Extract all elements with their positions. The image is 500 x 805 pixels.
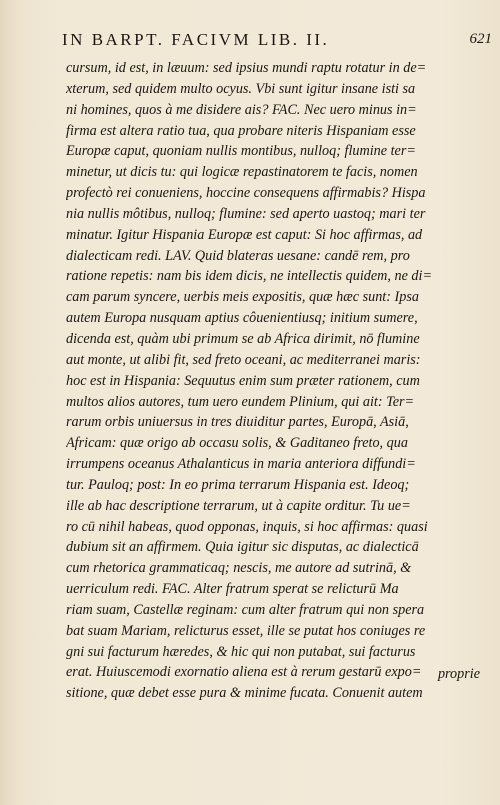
text-line: autem Europa nusquam aptius côuenientiusq; initium sumere, — [66, 310, 418, 327]
text-line: rarum orbis uniuersus in tres diuiditur partes, Europā, Asiā, — [66, 414, 409, 431]
folio-number: 621 — [469, 31, 492, 47]
text-line: cam parum syncere, uerbis meis expositis, quæ hæc sunt: Ipsa — [66, 289, 419, 306]
text-line: ni homines, quos à me disidere ais? FAC. Nec uero minus in= — [66, 101, 417, 118]
text-line: irrumpens oceanus Athalanticus in maria anteriora diffundi= — [66, 456, 416, 473]
text-line: dicenda est, quàm ubi primum se ab Africa dirimit, nō flumine — [66, 330, 420, 347]
text-line: dubium sit an affirmem. Quia igitur sic disputas, ac dialecticā — [66, 539, 419, 556]
text-line: tur. Pauloq; post: In eo prima terrarum Hispania est. Ideoq; — [66, 476, 410, 493]
text-line: erat. Huiuscemodi exornatio aliena est à rerum gestarū expo= — [66, 664, 422, 681]
text-line: uerriculum redi. FAC. Alter fratrum sperat se relicturū Ma — [66, 581, 399, 598]
body-text — [66, 58, 488, 704]
text-line: profectò rei conueniens, hoccine consequens affirmabis? Hispa — [66, 185, 426, 202]
running-head: IN BARPT. FACIVM LIB. II. — [62, 30, 330, 49]
text-line: bat suam Mariam, relicturus esset, ille se putat hos coniuges re — [66, 622, 426, 639]
page-header — [62, 30, 494, 54]
text-line: riam suam, Castellæ reginam: cum alter fratrum qui non spera — [66, 601, 425, 618]
text-line: Europæ caput, quoniam nullis montibus, nulloq; flumine ter= — [66, 143, 416, 160]
text-line: xterum, sed quidem multo ocyus. Vbi sunt igitur insane isti sa — [66, 80, 416, 97]
text-line: sitione, quæ debet esse pura & minime fucata. Conuenit autem — [66, 685, 423, 702]
text-line: ratione repetis: nam bis idem dicis, ne intellectis quidem, ne di= — [66, 268, 433, 285]
text-line: multos alios autores, tum uero eundem Plinium, qui ait: Ter= — [66, 393, 415, 410]
text-line: aut monte, ut alibi fit, sed freto oceani, ac mediterranei maris: — [66, 351, 421, 368]
text-line: minatur. Igitur Hispania Europæ est caput: Si hoc affirmas, ad — [66, 226, 423, 243]
catchword: proprie — [437, 666, 480, 682]
text-line: hoc est in Hispania: Sequutus enim sum præter rationem, cum — [66, 372, 420, 389]
text-line: cum rhetorica grammaticaq; nescis, me autore ad sutrinā, & — [66, 560, 412, 577]
text-line: gni sui facturum hæredes, & hic qui non putabat, sui facturus — [66, 643, 416, 660]
text-line: dialecticam redi. LAV. Quid blateras uesane: candē rem, pro — [66, 247, 410, 264]
text-line: cursum, id est, in læuum: sed ipsius mundi raptu rotatur in de= — [66, 60, 427, 76]
text-line: ro cū nihil habeas, quod opponas, inquis, si hoc affirmas: quasi — [66, 518, 428, 535]
text-line: ille ab hac descriptione terrarum, ut à capite orditur. Tu ue= — [66, 497, 411, 514]
text-line: nia nullis môtibus, nulloq; flumine: sed aperto uastoq; mari ter — [66, 205, 426, 222]
text-line: minetur, ut dicis tu: qui logicæ repastinatorem te facis, nomen — [66, 164, 418, 181]
text-line: Africam: quæ origo ab occasu solis, & Gaditaneo freto, qua — [66, 435, 408, 452]
text-line: firma est altera ratio tua, qua probare niteris Hispaniam esse — [66, 122, 416, 139]
